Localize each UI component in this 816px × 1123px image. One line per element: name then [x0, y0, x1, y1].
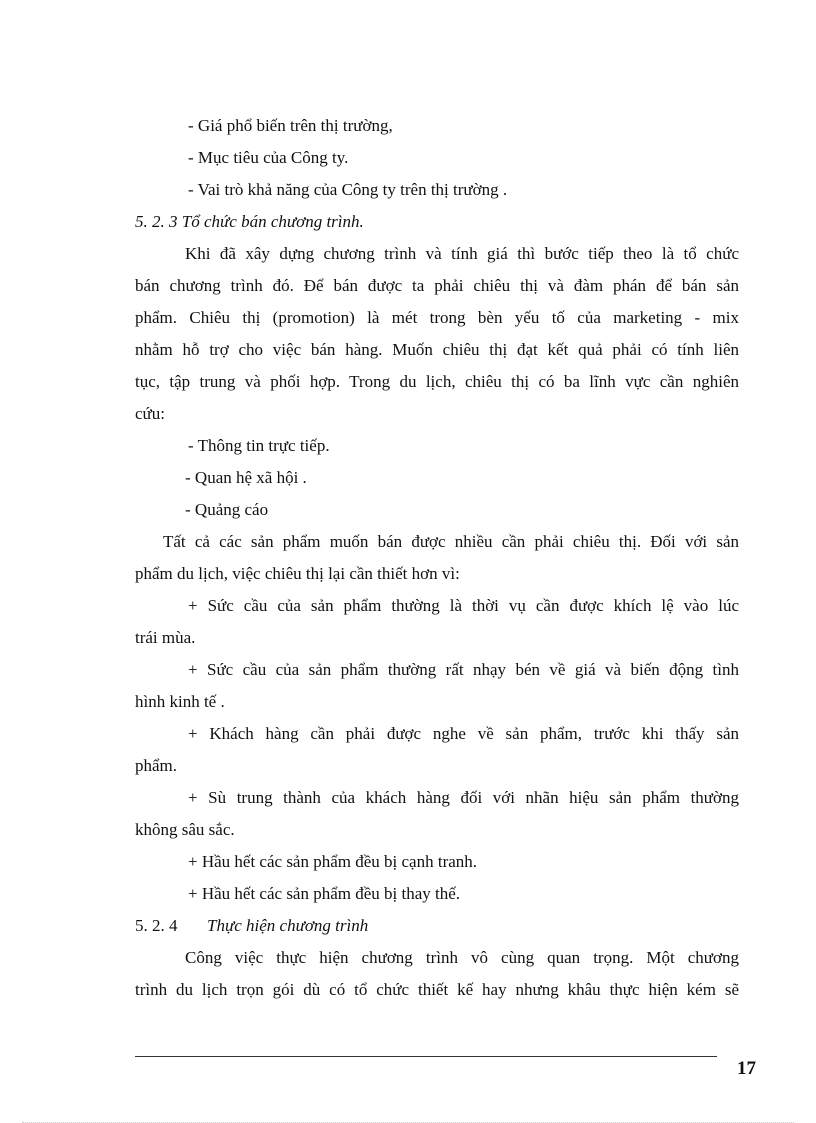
plus-item-line: + Sù trung thành của khách hàng đối với nhãn hiệu sản phẩm thường	[188, 788, 739, 807]
plus-item-line: + Khách hàng cần phải được nghe về sản phẩm, trước khi thấy sản	[188, 724, 739, 743]
plus-item-line: + Sức cầu của sản phẩm thường rất nhạy bén về giá và biến động tình	[188, 660, 739, 679]
paragraph-line: phẩm du lịch, việc chiêu thị lại cần thiết hơn vì:	[135, 564, 460, 583]
bullet-direct-info: - Thông tin trực tiếp.	[188, 436, 330, 455]
footer-rule	[135, 1056, 717, 1057]
paragraph-line: cứu:	[135, 404, 165, 423]
plus-item-line: hình kinh tế .	[135, 692, 225, 711]
plus-item-line: trái mùa.	[135, 628, 196, 647]
section-number-5-2-4: 5. 2. 4	[135, 916, 178, 935]
bullet-advertising: - Quảng cáo	[185, 500, 269, 519]
section-heading-5-2-4: Thực hiện chương trình	[207, 916, 369, 935]
plus-item-line: + Hầu hết các sản phẩm đều bị cạnh tranh.	[188, 852, 478, 871]
paragraph-line: Khi đã xây dựng chương trình và tính giá thì bước tiếp theo là tổ chức	[185, 244, 739, 263]
paragraph-line: Công việc thực hiện chương trình vô cùng quan trọng. Một chương	[185, 948, 739, 967]
bullet-price: - Giá phổ biến trên thị trường,	[188, 116, 393, 135]
bullet-social-relations: - Quan hệ xã hội .	[185, 468, 307, 487]
plus-item-line: + Hầu hết các sản phẩm đều bị thay thế.	[188, 884, 461, 903]
paragraph-line: phẩm. Chiêu thị (promotion) là mét trong bèn yếu tố của marketing - mix	[135, 308, 739, 327]
plus-item-line: + Sức cầu của sản phẩm thường là thời vụ cần được khích lệ vào lúc	[188, 596, 739, 615]
bullet-role: - Vai trò khả năng của Công ty trên thị trường .	[188, 180, 508, 199]
bullet-goal: - Mục tiêu của Công ty.	[188, 148, 349, 167]
paragraph-line: trình du lịch trọn gói dù có tổ chức thiết kế hay nhưng khâu thực hiện kém sẽ	[135, 980, 739, 999]
paragraph-line: bán chương trình đó. Để bán được ta phải chiêu thị và đàm phán để bán sản	[135, 276, 739, 295]
paragraph-line: nhằm hỗ trợ cho việc bán hàng. Muốn chiêu thị đạt kết quả phải có tính liên	[135, 340, 739, 359]
plus-item-line: không sâu sắc.	[135, 820, 235, 839]
plus-item-line: phẩm.	[135, 756, 178, 775]
paragraph-line: tục, tập trung và phối hợp. Trong du lịch, chiêu thị có ba lĩnh vực cần nghiên	[135, 372, 739, 391]
page-number: 17	[737, 1058, 756, 1079]
paragraph-line: Tất cả các sản phẩm muốn bán được nhiều cần phải chiêu thị. Đối với sản	[163, 532, 739, 551]
section-heading-5-2-3: 5. 2. 3 Tổ chức bán chương trình.	[135, 212, 364, 231]
